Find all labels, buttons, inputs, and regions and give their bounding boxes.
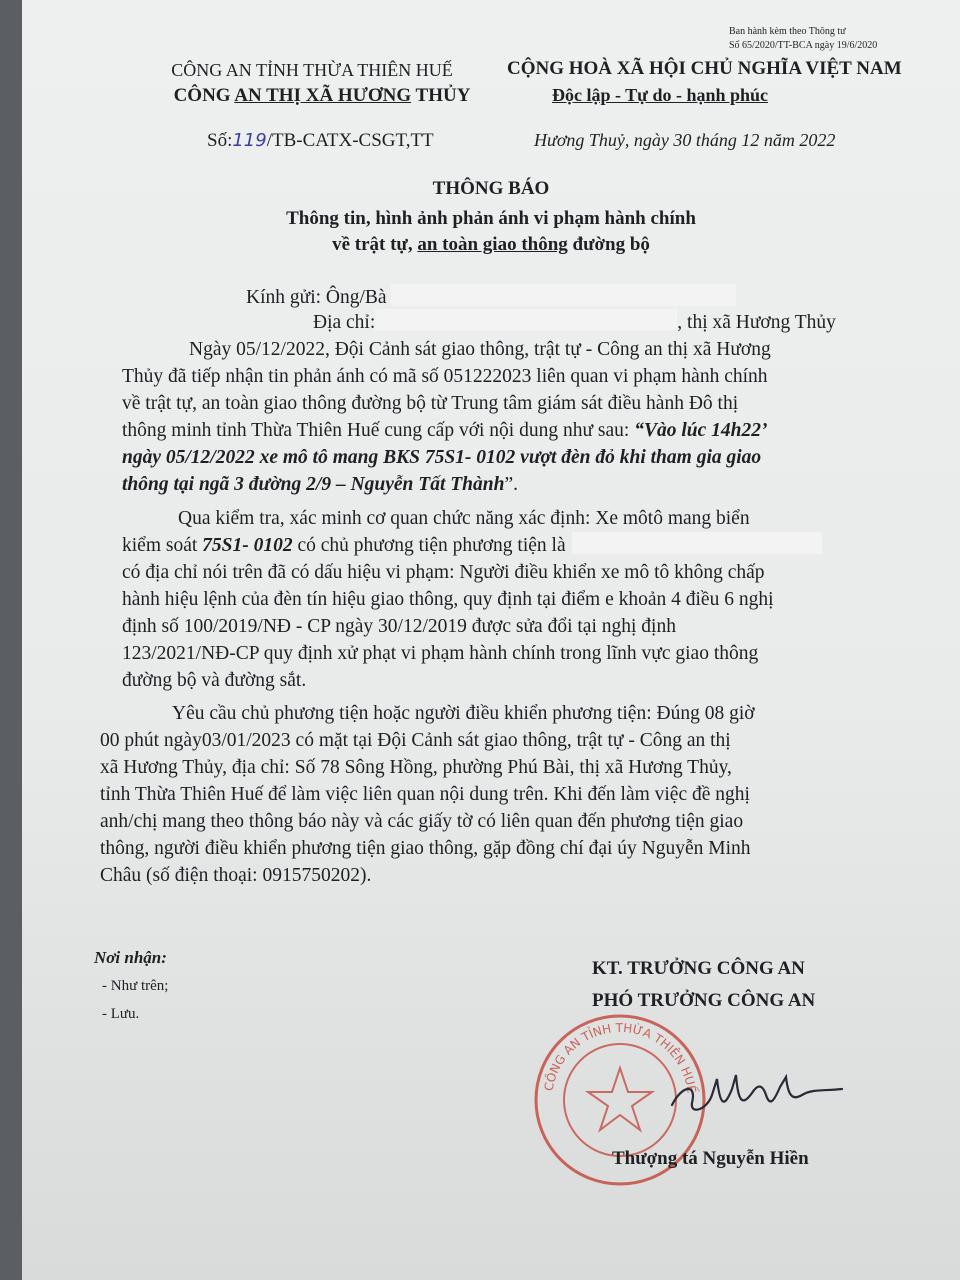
seal-star-icon	[588, 1068, 652, 1130]
recipients-item: - Như trên;	[102, 978, 169, 994]
redacted-owner-name	[572, 532, 822, 554]
para2-line7: đường bộ và đường sắt.	[122, 670, 307, 691]
signer-name: Thượng tá Nguyễn Hiền	[612, 1148, 809, 1169]
redacted-name	[391, 284, 736, 306]
document-number: Số:119/TB-CATX-CSGT,TT	[207, 130, 434, 151]
document-page	[22, 0, 960, 1280]
seal-ring-text: CÔNG AN TỈNH THỪA THIÊN HUẾ	[541, 1020, 699, 1094]
para1-line6: thông tại ngã 3 đường 2/9 – Nguyễn Tất Thành”.	[122, 474, 518, 495]
national-motto: Độc lập - Tự do - hạnh phúc	[552, 85, 769, 105]
address-line: Địa chỉ: , thị xã Hương Thủy	[313, 309, 836, 336]
document-subtitle-line2: về trật tự, an toàn giao thông đường bộ	[332, 234, 650, 255]
para3-line5: anh/chị mang theo thông báo này và các giấy tờ có liên quan đến phương tiện giao	[100, 811, 744, 832]
document-subtitle-line1: Thông tin, hình ảnh phản ánh vi phạm hành chính	[286, 208, 696, 229]
para1-line5: ngày 05/12/2022 xe mô tô mang BKS 75S1- 0102 vượt đèn đỏ khi tham gia giao	[122, 447, 762, 468]
para2-line4: hành hiệu lệnh của đèn tín hiệu giao thông, quy định tại điểm e khoản 4 điều 6 nghị	[122, 589, 774, 610]
redacted-address	[375, 309, 677, 331]
document-title: THÔNG BÁO	[432, 178, 550, 199]
signature-title-line1: KT. TRƯỞNG CÔNG AN	[592, 958, 805, 979]
circular-reference-line2: Số 65/2020/TT-BCA ngày 19/6/2020	[729, 40, 878, 51]
para1-line1: Ngày 05/12/2022, Đội Cảnh sát giao thông, trật tự - Công an thị xã Hương	[189, 339, 771, 360]
para1-line2: Thủy đã tiếp nhận tin phản ánh có mã số 051222023 liên quan vi phạm hành chính	[122, 366, 768, 387]
signature-scribble	[662, 1065, 852, 1125]
recipients-item: - Lưu.	[102, 1006, 140, 1022]
para2-line6: 123/2021/NĐ-CP quy định xử phạt vi phạm hành chính trong lĩnh vực giao thông	[122, 643, 759, 664]
signature-title-line2: PHÓ TRƯỞNG CÔNG AN	[592, 990, 816, 1011]
para2-line5: định số 100/2019/NĐ - CP ngày 30/12/2019 được sửa đổi tại nghị định	[122, 616, 676, 637]
para2-line1: Qua kiểm tra, xác minh cơ quan chức năng xác định: Xe môtô mang biển	[178, 508, 750, 529]
para1-line4: thông minh tỉnh Thừa Thiên Huế cung cấp với nội dung như sau: “Vào lúc 14h22’	[122, 420, 768, 441]
para1-line3: về trật tự, an toàn giao thông đường bộ từ Trung tâm giám sát điều hành Đô thị	[122, 393, 739, 414]
para2-line2: kiểm soát 75S1- 0102 có chủ phương tiện phương tiện là	[122, 532, 822, 559]
para3-line3: xã Hương Thủy, địa chỉ: Số 78 Sông Hồng, phường Phú Bài, thị xã Hương Thủy,	[100, 757, 732, 778]
place-and-date: Hương Thuỷ, ngày 30 tháng 12 năm 2022	[534, 130, 836, 150]
issuing-org-parent: CÔNG AN TỈNH THỪA THIÊN HUẾ	[171, 60, 453, 80]
para3-line2: 00 phút ngày03/01/2023 có mặt tại Đội Cảnh sát giao thông, trật tự - Công an thị	[100, 730, 731, 751]
issuing-org: CÔNG AN THỊ XÃ HƯƠNG THỦY	[173, 85, 471, 106]
para3-line6: thông, người điều khiển phương tiện giao thông, gặp đồng chí đại úy Nguyễn Minh	[100, 838, 751, 859]
circular-reference-line1: Ban hành kèm theo Thông tư	[729, 26, 846, 37]
nation-name: CỘNG HOÀ XÃ HỘI CHỦ NGHĨA VIỆT NAM	[507, 58, 902, 79]
para3-line1: Yêu cầu chủ phương tiện hoặc người điều khiển phương tiện: Đúng 08 giờ	[172, 703, 755, 724]
para3-line7: Châu (số điện thoại: 0915750202).	[100, 865, 372, 886]
seal-inner-ring	[564, 1044, 676, 1156]
recipients-title: Nơi nhận:	[94, 948, 167, 967]
recipient-line: Kính gửi: Ông/Bà	[246, 284, 736, 311]
para2-line3: có địa chỉ nói trên đã có dấu hiệu vi phạm: Người điều khiển xe mô tô không chấp	[122, 562, 765, 583]
handwritten-number: 119	[232, 130, 267, 151]
para3-line4: tỉnh Thừa Thiên Huế để làm việc liên quan nội dung trên. Khi đến làm việc đề nghị	[100, 784, 750, 805]
